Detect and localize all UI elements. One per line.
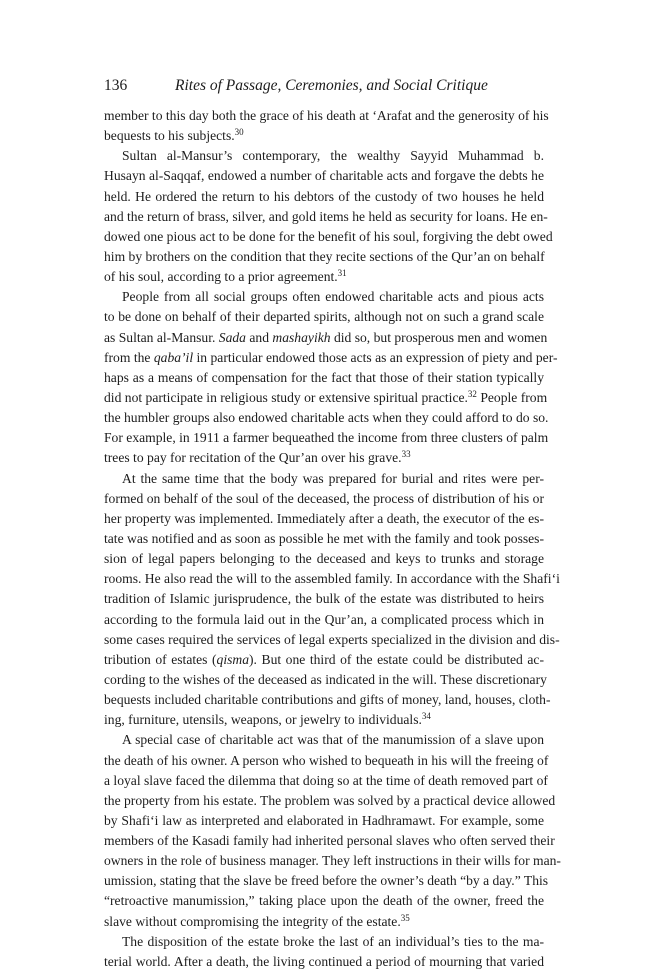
footnote-marker[interactable]: 30 <box>234 127 244 138</box>
text-line: ing, furniture, utensils, weapons, or jewelry to individuals.$^{34}$ <box>104 711 431 728</box>
text-line: dowed one pious act to be done for the benefit of his soul, forgiving the debt owed <box>104 228 553 244</box>
text-line: slave without compromising the integrity of the estate.$^{35}$ <box>104 912 410 929</box>
paragraph-5 <box>104 730 561 931</box>
page-number: 136 <box>104 77 128 94</box>
text-line: the property from his estate. The problem was solved by a practical device allowed <box>104 792 556 808</box>
text-line: to be done on behalf of their departed spirits, although not on such a grand scale <box>104 309 544 325</box>
text-line: some cases required the services of legal experts specialized in the division and dis- <box>104 631 560 647</box>
footnote-marker[interactable]: 34 <box>421 711 431 722</box>
text-line: the humbler groups also endowed charitable acts when they could afford to do so. <box>104 410 549 426</box>
paragraph-1 <box>104 106 549 146</box>
italic-term: mashayikh <box>272 329 331 345</box>
text-line: her property was implemented. Immediately after a death, the executor of the es- <box>104 510 544 526</box>
italic-term: qaba’il <box>153 349 194 365</box>
text-line: trees to pay for recitation of the Qur’an over his grave.$^{33}$ <box>104 449 411 466</box>
paragraph-2 <box>104 146 553 287</box>
text-line: rooms. He also read the will to the assembled family. In accordance with the Shafi‘i <box>104 571 560 587</box>
text-line: haps as a means of compensation for the fact that those of their station typically <box>104 369 544 385</box>
text-line: A special case of charitable act was that of the manumission of a slave upon <box>122 732 544 748</box>
text-line: of his soul, according to a prior agreement.$^{31}$ <box>104 268 347 285</box>
text-line: Husayn al-Saqqaf, endowed a number of charitable acts and forgave the debts he <box>104 168 544 184</box>
text-line: did not participate in religious study or extensive spiritual practice.$^{32}$ People from <box>104 388 548 405</box>
text-line: tribution of estates (qisma). But one third of the estate could be distributed ac- <box>104 651 544 667</box>
text-line: the death of his owner. A person who wished to bequeath in his will the freeing of <box>104 752 549 768</box>
text-line: bequests included charitable contributions and gifts of money, land, houses, cloth- <box>104 692 551 708</box>
text-line: by Shafi‘i law as interpreted and elaborated in Hadhramawt. For example, some <box>104 812 544 828</box>
text-line: as Sultan al-Mansur. Sada and mashayikh did so, but prosperous men and women <box>104 329 548 345</box>
text-line: owners in the role of business manager. They left instructions in their wills for man- <box>104 853 561 869</box>
running-title: Rites of Passage, Ceremonies, and Social Critique <box>175 77 488 94</box>
text-line: held. He ordered the return to his debtors of the custody of two houses he held <box>104 188 544 204</box>
paragraph-4 <box>104 469 560 731</box>
running-head <box>104 76 544 96</box>
text-line: formed on behalf of the soul of the deceased, the process of distribution of his or <box>104 490 544 506</box>
italic-term: qisma <box>216 651 250 667</box>
text-line: Sultan al-Mansur’s contemporary, the wealthy Sayyid Muhammad b. <box>122 148 544 164</box>
footnote-marker[interactable]: 35 <box>400 912 410 923</box>
paragraph-6 <box>104 932 544 972</box>
text-line: and the return of brass, silver, and gold items he held as security for loans. He en- <box>104 208 548 224</box>
text-line: according to the formula laid out in the Qur’an, a complicated process which in <box>104 611 544 627</box>
text-line: The disposition of the estate broke the last of an individual’s ties to the ma- <box>122 933 544 949</box>
footnote-marker[interactable]: 33 <box>401 449 411 460</box>
text-line: cording to the wishes of the deceased as indicated in the will. These discretionary <box>104 671 547 687</box>
text-line: umission, stating that the slave be freed before the owner’s death “by a day.” This <box>104 873 549 889</box>
text-line: sion of legal papers belonging to the deceased and keys to trunks and storage <box>104 551 544 567</box>
text-line: “retroactive manumission,” taking place upon the death of the owner, freed the <box>104 893 544 909</box>
text-line: tate was notified and as soon as possible he met with the family and took posses- <box>104 530 544 546</box>
footnote-marker[interactable]: 31 <box>337 268 347 279</box>
text-line: For example, in 1911 a farmer bequeathed the income from three clusters of palm <box>104 430 549 446</box>
text-line: tradition of Islamic jurisprudence, the bulk of the estate was distributed to heirs <box>104 591 544 607</box>
body-text <box>104 106 561 972</box>
text-line: a loyal slave faced the dilemma that doing so at the time of death removed part of <box>104 772 548 788</box>
footnote-marker[interactable]: 32 <box>467 388 477 399</box>
text-line: members of the Kasadi family had inherited personal slaves who often served their <box>104 833 555 849</box>
text-line: People from all social groups often endowed charitable acts and pious acts <box>122 289 544 305</box>
text-line: terial world. After a death, the living continued a period of mourning that varied <box>104 953 544 969</box>
text-line: from the qaba’il in particular endowed those acts as an expression of piety and per- <box>104 349 558 365</box>
text-line: At the same time that the body was prepared for burial and rites were per- <box>122 470 544 486</box>
text-line: bequests to his subjects.$^{30}$ <box>104 127 244 144</box>
italic-term: Sada <box>218 329 246 345</box>
paragraph-3 <box>104 287 558 468</box>
text-line: member to this day both the grace of his death at ‘Arafat and the generosity of his <box>104 108 549 123</box>
text-line: him by brothers on the condition that they recite sections of the Qur’an on behalf <box>104 248 545 264</box>
